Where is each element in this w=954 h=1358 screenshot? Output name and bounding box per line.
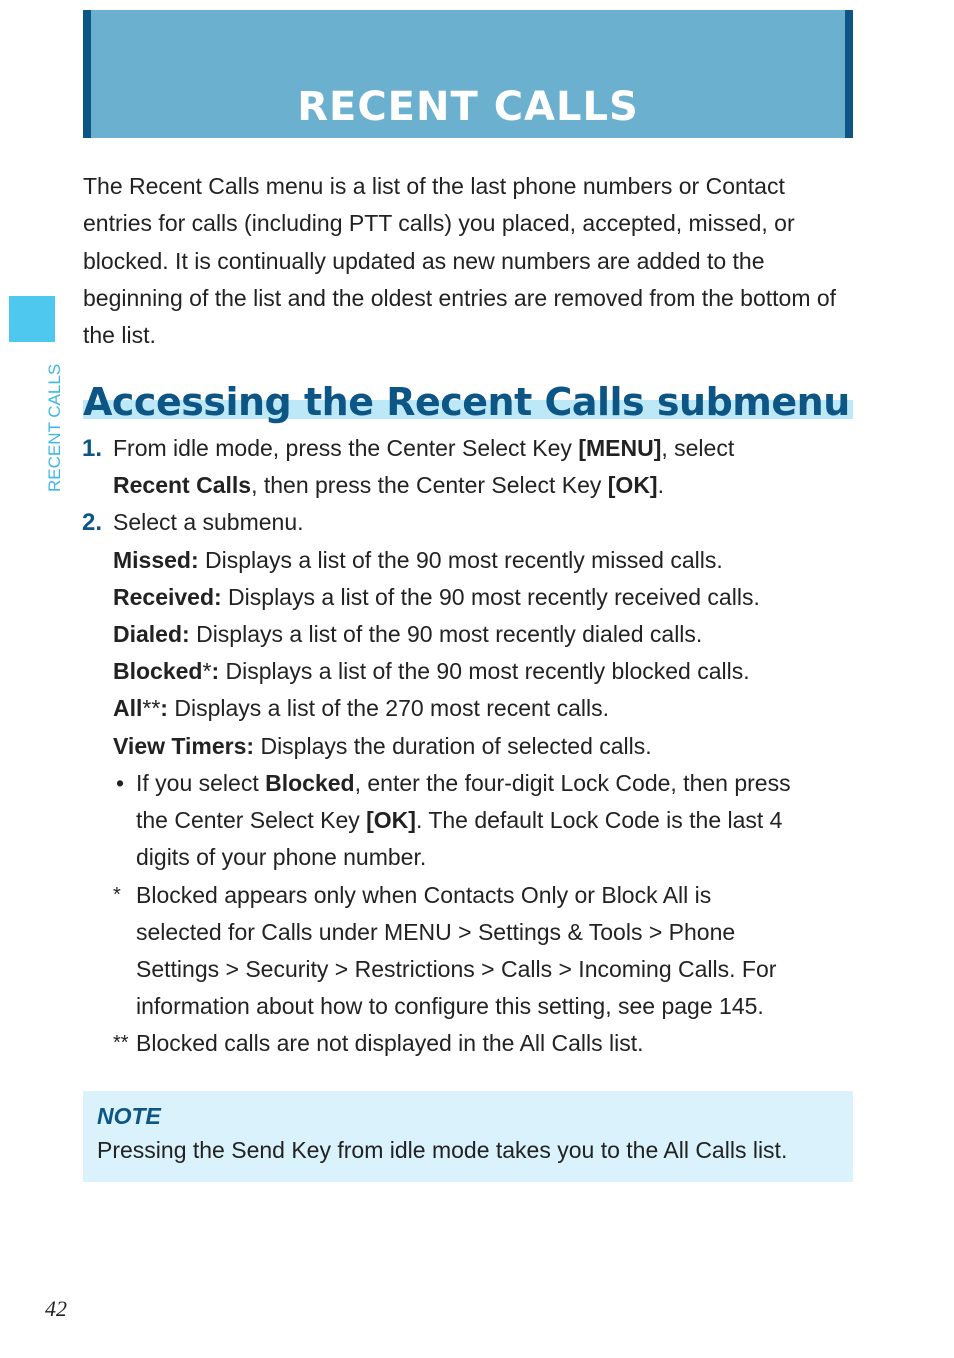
bullet-line-3: digits of your phone number. <box>136 844 427 870</box>
bullet-text: the Center Select Key <box>136 807 367 833</box>
item-description: Displays the duration of selected calls. <box>254 733 652 759</box>
step-1-text: , select <box>661 435 735 461</box>
intro-paragraph: The Recent Calls menu is a list of the last phone numbers or Contact entries for calls (including PTT calls) you placed, accepted, missed, or blocked. It is continually updated as new numbers are added to the beginning of the list and the oldest entries are removed from the bottom of the list. <box>83 173 837 349</box>
item-label: View Timers: <box>113 733 255 759</box>
note-title: NOTE <box>97 1103 161 1129</box>
item-description: Displays a list of the 90 most recently dialed calls. <box>189 621 703 647</box>
blocked-label: Blocked <box>265 770 355 796</box>
item-label: Blocked <box>113 658 203 684</box>
bullet-line-1 <box>136 765 791 802</box>
item-colon: : <box>160 695 168 721</box>
footnote-2-mark: ** <box>113 1032 129 1054</box>
footnote-1-line: information about how to configure this setting, see page 145. <box>136 993 764 1019</box>
section-heading: Accessing the Recent Calls submenu <box>83 380 850 424</box>
step-1-line-2 <box>113 467 664 504</box>
footnote-1-mark: * <box>113 884 121 906</box>
side-section-label: RECENT CALLS <box>45 363 64 492</box>
submenu-item-all <box>113 690 609 727</box>
ok-key-label: [OK] <box>366 807 416 833</box>
step-2-number: 2. <box>82 509 103 536</box>
step-1-line-1 <box>113 430 734 467</box>
bullet-dot: • <box>116 770 125 796</box>
menu-key-label: [MENU] <box>578 435 662 461</box>
footnote-2-text: Blocked calls are not displayed in the All Calls list. <box>136 1030 644 1056</box>
chapter-title: RECENT CALLS <box>297 84 639 130</box>
item-colon: : <box>211 658 220 684</box>
submenu-item-view-timers <box>113 728 652 765</box>
note-box <box>83 1091 853 1182</box>
step-1-text: , then press the Center Select Key <box>251 472 608 498</box>
bullet-text: . The default Lock Code is the last 4 <box>415 807 783 833</box>
item-label: Received: <box>113 584 222 610</box>
item-description: Displays a list of the 90 most recently missed calls. <box>198 547 723 573</box>
ok-key-label: [OK] <box>607 472 658 498</box>
step-1-text: From idle mode, press the Center Select Key <box>113 435 579 461</box>
chapter-banner <box>83 10 853 138</box>
footnote-1-line: selected for Calls under MENU > Settings & Tools > Phone <box>136 919 736 945</box>
submenu-item-missed <box>113 542 723 579</box>
step-1-text: . <box>657 472 664 498</box>
page-number: 42 <box>45 1296 67 1321</box>
submenu-item-received <box>113 579 760 616</box>
step-1-number: 1. <box>82 435 103 462</box>
bullet-line-2 <box>136 802 782 839</box>
item-label: Dialed: <box>113 621 190 647</box>
item-description: Displays a list of the 270 most recent calls. <box>167 695 609 721</box>
item-label: All <box>113 695 143 721</box>
footnote-mark: ** <box>142 695 161 721</box>
side-tab-marker <box>9 296 55 342</box>
item-label: Missed: <box>113 547 199 573</box>
footnote-1-line: Settings > Security > Restrictions > Calls > Incoming Calls. For <box>136 956 777 982</box>
step-2-text: Select a submenu. <box>113 509 304 535</box>
item-description: Displays a list of the 90 most recently blocked calls. <box>219 658 750 684</box>
submenu-item-blocked <box>113 653 750 690</box>
recent-calls-label: Recent Calls <box>113 472 252 498</box>
note-text: Pressing the Send Key from idle mode takes you to the All Calls list. <box>97 1137 788 1163</box>
bullet-text: If you select <box>136 770 266 796</box>
footnote-mark: * <box>202 658 212 684</box>
footnote-1-line: Blocked appears only when Contacts Only or Block All is <box>136 882 712 908</box>
bullet-text: , enter the four-digit Lock Code, then press <box>354 770 791 796</box>
item-description: Displays a list of the 90 most recently received calls. <box>221 584 760 610</box>
submenu-item-dialed <box>113 616 702 653</box>
